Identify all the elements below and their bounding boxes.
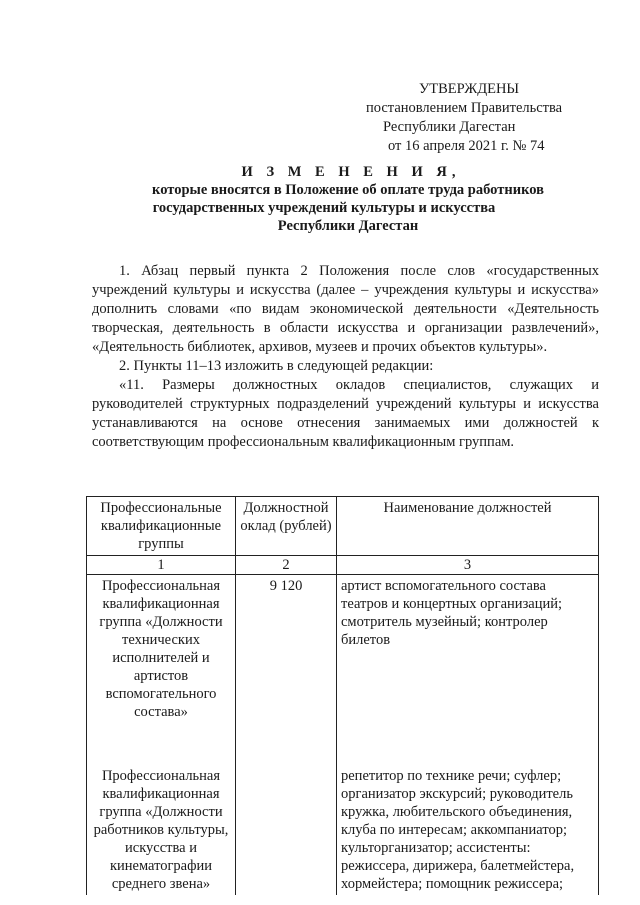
table-number-row <box>87 556 599 575</box>
approval-date: от 16 апреля 2021 г. № 74 <box>388 138 545 154</box>
title-heading: И З М Е Н Е Н И Я, <box>241 164 461 180</box>
document-title <box>0 163 640 235</box>
paragraph-3: «11. Размеры должностных окладов специалистов, служащих и руководителей структурных подразделений учреждений культуры и искусства устанавливаются на основе отнесения занимаемых ими должностей к соответствующим профессиональным квалификационным группам. <box>92 377 599 450</box>
header-groups: Профессиональные квалификационные группы <box>87 497 236 556</box>
position-names: артист вспомогательного состава театров и концертных организаций; смотритель музейный; контролер билетов <box>337 575 599 766</box>
header-salary: Должностной оклад (рублей) <box>236 497 337 556</box>
positions-table <box>86 496 599 895</box>
group-name: Профессиональная квалификационная группа «Должности работников культуры, искусства и кинематографии среднего звена» <box>87 765 236 895</box>
paragraph-2: 2. Пункты 11–13 изложить в следующей редакции: <box>119 358 434 374</box>
approval-title: УТВЕРЖДЕНЫ <box>419 81 520 97</box>
table-row <box>87 765 599 895</box>
table-header-row <box>87 497 599 556</box>
column-number: 2 <box>236 556 337 575</box>
position-names: репетитор по технике речи; суфлер; организатор экскурсий; руководитель кружка, любительского объединения, клуба по интересам; аккомпаниатор; культорганизатор; ассистенты: режиссера, дирижера, балетмейстера, хормейстера; помощник режиссера; <box>337 765 599 895</box>
title-line-2: которые вносятся в Положение об оплате труда работников <box>152 182 544 198</box>
header-positions: Наименование должностей <box>337 497 599 556</box>
column-number: 3 <box>337 556 599 575</box>
salary-value <box>236 765 337 895</box>
approval-decree: постановлением Правительства <box>366 100 563 116</box>
document-body <box>92 262 599 452</box>
salary-value: 9 120 <box>236 575 337 766</box>
approval-region: Республики Дагестан <box>383 119 516 135</box>
paragraph-1: 1. Абзац первый пункта 2 Положения после слов «государственных учреждений культуры и искусства (далее – учреждения культуры и искусства» дополнить словами «по видам экономической деятельности «Деятельность творческая, деятельность в области искусства и организации развлечений», «Деятельность библиотек, архивов, музеев и прочих объектов культуры». <box>92 263 599 355</box>
title-line-3: государственных учреждений культуры и искусства <box>152 200 496 216</box>
group-name: Профессиональная квалификационная группа «Должности технических исполнителей и артистов вспомогательного состава» <box>87 575 236 766</box>
table-row <box>87 575 599 766</box>
column-number: 1 <box>87 556 236 575</box>
title-line-4: Республики Дагестан <box>277 218 419 234</box>
